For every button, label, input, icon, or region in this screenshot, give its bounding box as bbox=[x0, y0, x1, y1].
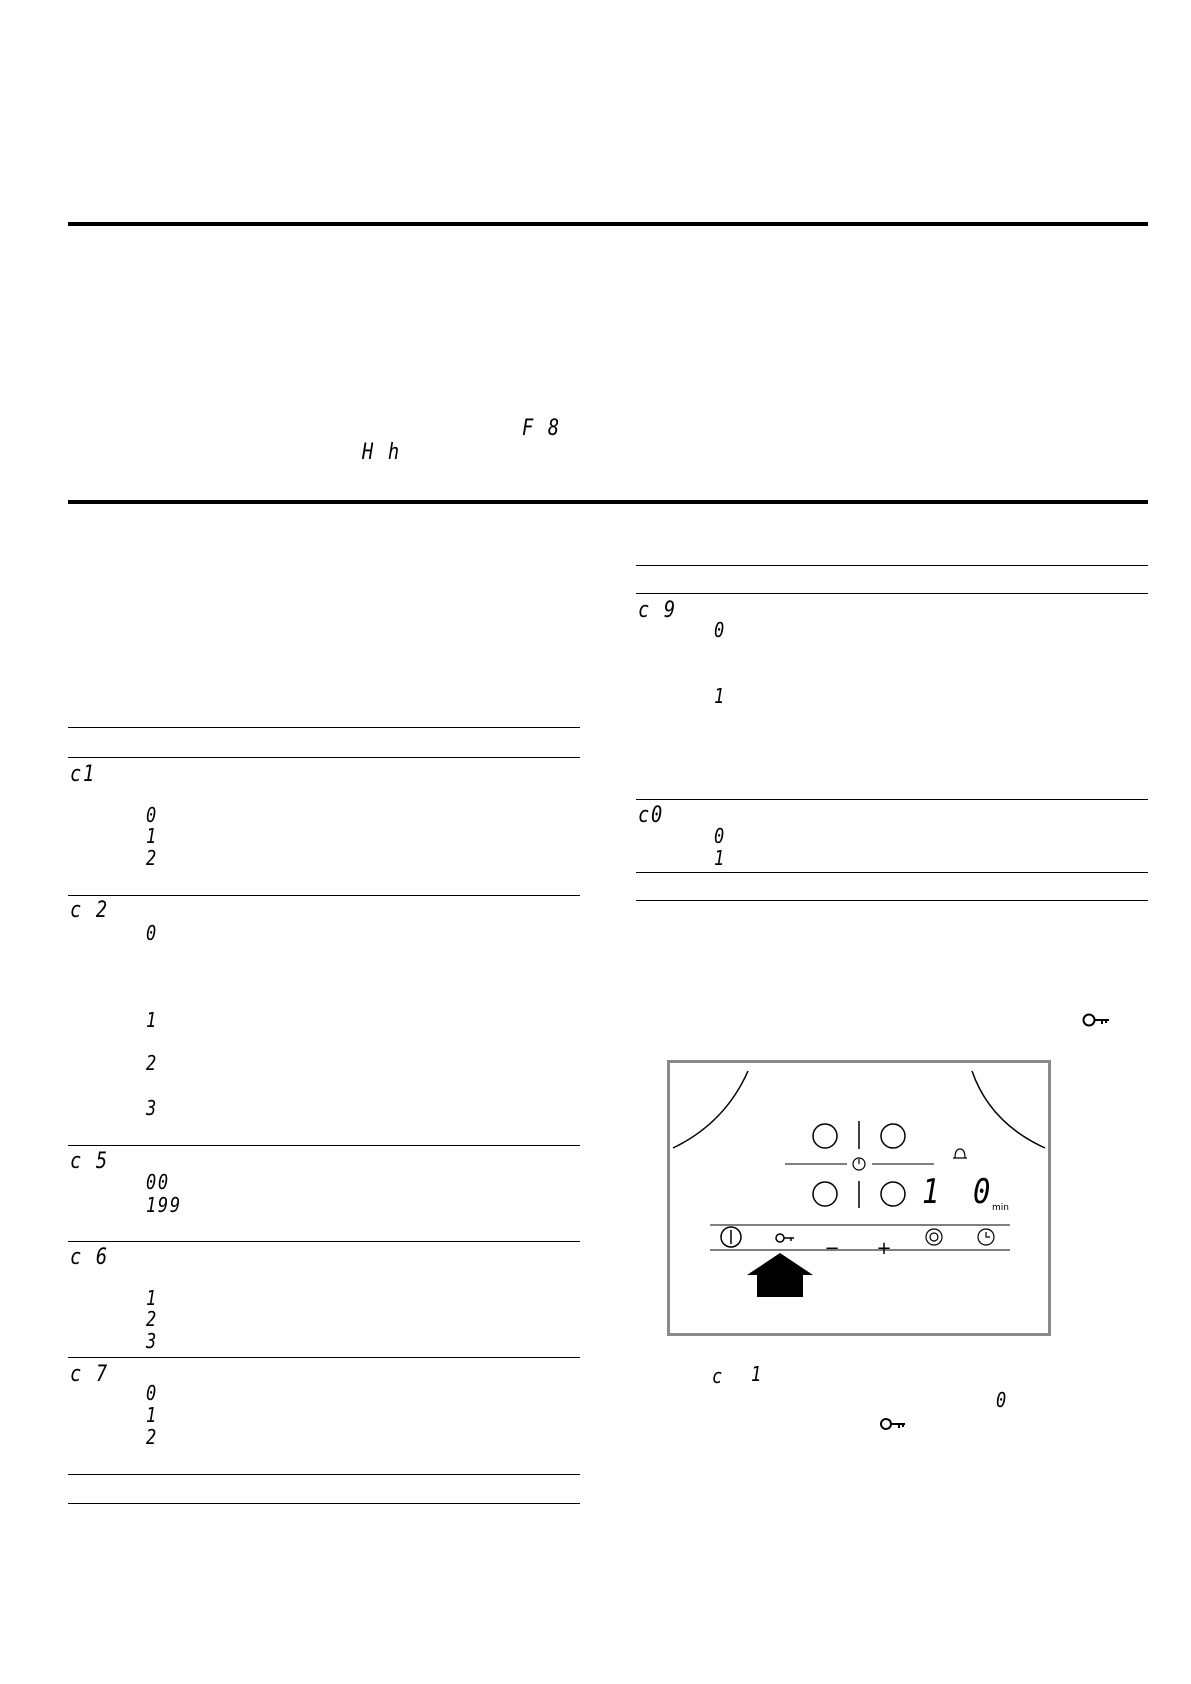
panel-display-timer: 0 bbox=[973, 1172, 993, 1212]
value-c1-2: 2 bbox=[146, 846, 158, 870]
code-c1: c1 bbox=[70, 762, 96, 787]
value-c0-0: 0 bbox=[714, 824, 726, 848]
key-icon bbox=[1082, 1012, 1112, 1032]
code-c0: c0 bbox=[638, 803, 664, 828]
key-icon-inline bbox=[880, 1416, 908, 1435]
panel-display-power-level: 1 bbox=[922, 1172, 942, 1212]
timer-button[interactable] bbox=[962, 1235, 1010, 1263]
value-c7-1: 1 bbox=[146, 1403, 158, 1427]
value-c5-0: 00 bbox=[146, 1170, 170, 1194]
value-c6-2: 3 bbox=[146, 1329, 158, 1353]
value-c6-1: 2 bbox=[146, 1307, 158, 1331]
section-rule bbox=[68, 500, 1148, 504]
error-code-f8: F 8 bbox=[522, 416, 561, 441]
plus-button[interactable]: + bbox=[876, 1238, 892, 1259]
value-c9-1: 1 bbox=[714, 684, 726, 708]
value-c2-0: 0 bbox=[146, 921, 158, 945]
value-c9-0: 0 bbox=[714, 618, 726, 642]
panel-min-label: min bbox=[992, 1203, 1009, 1213]
value-c2-3: 3 bbox=[146, 1096, 158, 1120]
power-button[interactable] bbox=[707, 1235, 755, 1263]
minus-button[interactable]: − bbox=[824, 1238, 840, 1259]
top-rule bbox=[68, 222, 1148, 226]
instruction-code-c: c bbox=[712, 1364, 724, 1388]
value-c5-1: 199 bbox=[146, 1193, 182, 1217]
value-c2-1: 1 bbox=[146, 1008, 158, 1032]
value-c0-1: 1 bbox=[714, 846, 726, 870]
code-c2: c 2 bbox=[70, 898, 109, 923]
code-c6: c 6 bbox=[70, 1245, 109, 1270]
code-c7: c 7 bbox=[70, 1362, 109, 1387]
value-c1-0: 0 bbox=[146, 803, 158, 827]
code-c5: c 5 bbox=[70, 1149, 109, 1174]
value-c7-2: 2 bbox=[146, 1425, 158, 1449]
value-c6-0: 1 bbox=[146, 1286, 158, 1310]
cooktop-control-panel bbox=[667, 1060, 1051, 1336]
instruction-code-1: 1 bbox=[751, 1362, 763, 1386]
value-c7-0: 0 bbox=[146, 1381, 158, 1405]
value-c1-1: 1 bbox=[146, 824, 158, 848]
zone-select-button[interactable] bbox=[910, 1235, 958, 1263]
value-c2-2: 2 bbox=[146, 1051, 158, 1075]
error-code-hh: H h bbox=[362, 440, 401, 465]
instruction-value-0: 0 bbox=[996, 1388, 1008, 1412]
childproof-lock-button[interactable] bbox=[756, 1235, 804, 1263]
code-c9: c 9 bbox=[638, 598, 677, 623]
